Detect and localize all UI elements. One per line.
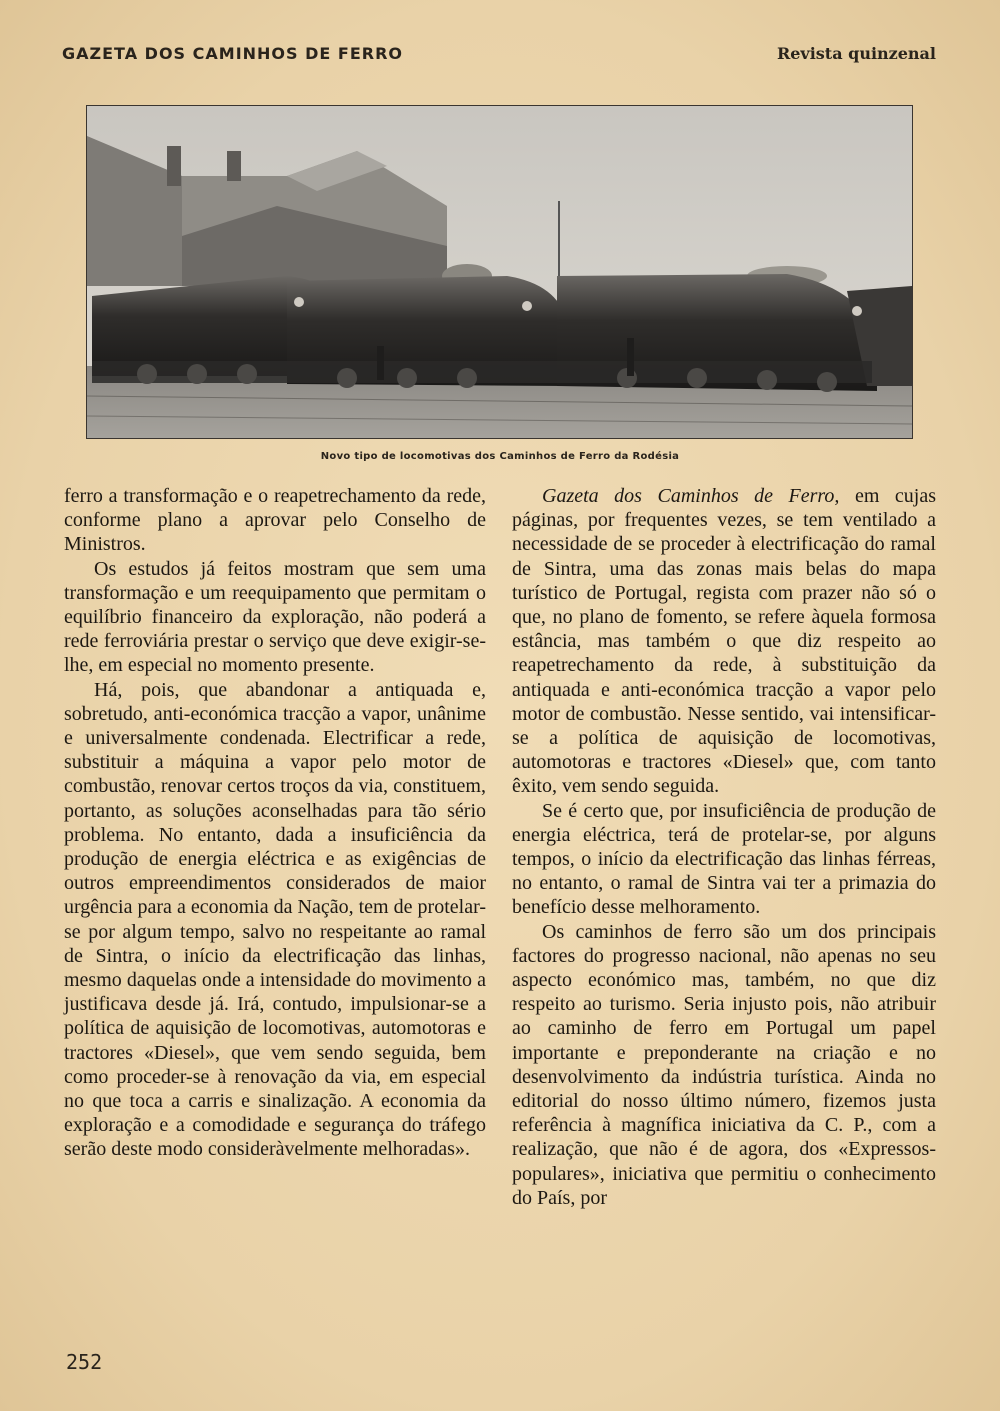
publication-title: Gazeta dos Caminhos de Ferro, (542, 485, 840, 507)
right-column (512, 484, 936, 1210)
figure-caption: Novo tipo de locomotivas dos Caminhos de Ferro da Rodésia (320, 451, 680, 462)
right-paragraph-2: Se é certo que, por insuficiência de produção de energia eléctrica, terá de protelar-se, por alguns tempos, o início da electrificação das linhas férreas, no entanto, o ramal de Sintra vai ter a primazia do benefício desse melhoramento. (512, 799, 936, 919)
page-number: 252 (66, 1350, 103, 1374)
locomotive-photo (86, 105, 913, 439)
right-paragraph-1 (512, 484, 936, 799)
running-title: GAZETA DOS CAMINHOS DE FERRO (62, 44, 404, 63)
left-paragraph-3: Há, pois, que abandonar a antiquada e, sobretudo, anti-económica tracção a vapor, unânime e universalmente condenada. Electrificar a rede, substituir a máquina a vapor pelo motor de combustão, renovar certos troços da via, constituem, portanto, as soluções aconselhadas para tão sério problema. No entanto, dada a insuficiência da produção de energia eléctrica e as exigências de outros empreendimentos considerados de maior urgência para a economia da Nação, tem de protelar-se por algum tempo, salvo no respeitante ao ramal de Sintra, o início da electrificação das linhas, mesmo daquelas onde a intensidade do movimento a justificava desde já. Irá, contudo, impulsionar-se a política de aquisição de locomotivas, automotoras e tractores «Diesel», que vem sendo seguida, bem como proceder-se à renovação da via, em especial no que toca a carris e sinalização. A economia da exploração e a comodidade e segurança do tráfego serão deste modo consideràvelmente melhoradas». (64, 678, 486, 1161)
right-paragraph-1-text: em cujas páginas, por frequentes vezes, se tem ventilado a necessidade de se proceder à electrificação do ramal de Sintra, uma das zonas mais belas do mapa turístico de Portugal, regista com prazer não só o que, no plano de fomento, se refere àquela formosa estância, mas também o que diz respeito ao reapetrechamento da rede, à substituição da antiquada e anti-económica tracção a vapor pelo motor de combustão. Nesse sentido, vai intensificar-se a política de aquisição de locomotivas, automotoras e tractores «Diesel» que, com tanto êxito, vem sendo seguida. (512, 485, 936, 798)
left-paragraph-2: Os estudos já feitos mostram que sem uma transformação e um reequipamento que permitam o equilíbrio financeiro da exploração, não poderá a rede ferroviária prestar o serviço que deve exigir-se-lhe, em especial no momento presente. (64, 557, 486, 677)
left-column (64, 484, 486, 1162)
right-paragraph-3: Os caminhos de ferro são um dos principais factores do progresso nacional, não apenas no seu aspecto económico mas, também, no que diz respeito ao turismo. Seria injusto pois, não atribuir ao caminho de ferro em Portugal um papel importante e preponderante na criação e no desenvolvimento da indústria turística. Ainda no editorial do nosso último número, fizemos justa referência à magnífica iniciativa da C. P., com a realização, que não é de agora, dos «Expressos-populares», iniciativa que permitiu o conhecimento do País, por (512, 920, 936, 1209)
running-subtitle: Revista quinzenal (776, 44, 936, 63)
left-paragraph-1: ferro a transformação e o reapetrechamento da rede, conforme plano a aprovar pelo Conselho de Ministros. (64, 485, 486, 556)
